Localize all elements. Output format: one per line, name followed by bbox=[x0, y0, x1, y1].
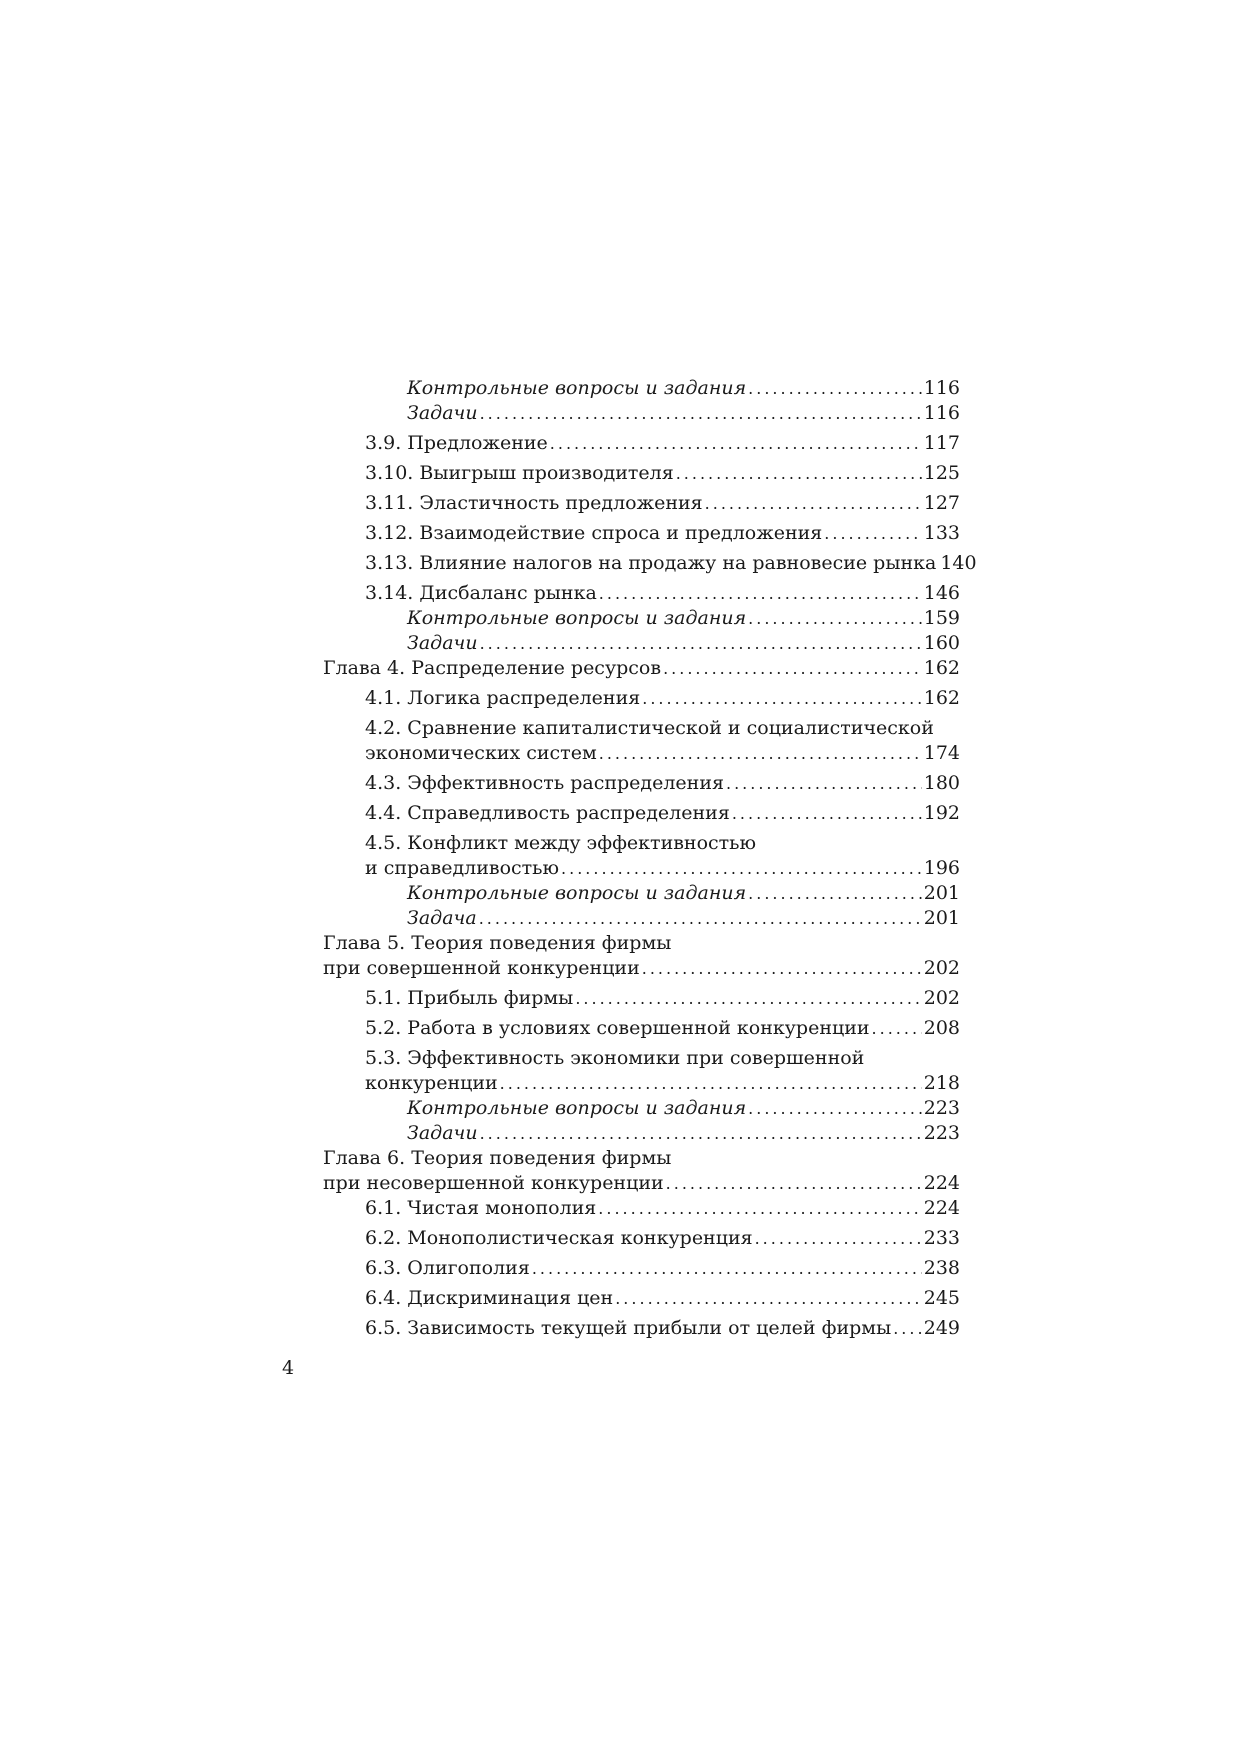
toc-line bbox=[323, 1096, 960, 1121]
toc-page-number: 116 bbox=[923, 377, 960, 399]
toc-exercise-entry bbox=[323, 906, 960, 931]
toc-entry-title: 6.5. Зависимость текущей прибыли от целей фирмы bbox=[365, 1317, 892, 1339]
toc-entry-title: Контрольные вопросы и задания bbox=[407, 377, 747, 399]
toc-leader-dots bbox=[872, 1016, 922, 1041]
toc-page-number: 208 bbox=[923, 1017, 960, 1039]
toc-entry-title: 4.4. Справедливость распределения bbox=[365, 802, 730, 824]
toc-line bbox=[323, 956, 960, 981]
toc-section-entry bbox=[323, 521, 960, 546]
toc-exercise-entry bbox=[323, 376, 960, 401]
toc-section-entry bbox=[323, 1016, 960, 1041]
toc-leader-dots bbox=[732, 801, 922, 826]
toc-line bbox=[323, 551, 977, 576]
toc-entry-title: 5.1. Прибыль фирмы bbox=[365, 987, 574, 1009]
toc-entry-title: и справедливостью bbox=[365, 857, 560, 879]
toc-line bbox=[323, 1256, 960, 1281]
toc-line bbox=[323, 986, 960, 1011]
toc-line bbox=[323, 1196, 960, 1221]
toc-entry-title: Задачи bbox=[407, 402, 478, 424]
toc-entry-title: конкуренции bbox=[365, 1072, 498, 1094]
toc-line bbox=[323, 931, 960, 956]
toc-section-entry bbox=[323, 1316, 960, 1341]
toc-entry-title: 5.3. Эффективность экономики при совершенной bbox=[365, 1047, 865, 1069]
toc-section-entry bbox=[323, 986, 960, 1011]
toc-leader-dots bbox=[666, 1171, 922, 1196]
toc-section-entry bbox=[323, 581, 960, 606]
toc-page-number: 249 bbox=[923, 1317, 960, 1339]
toc-section-entry bbox=[323, 801, 960, 826]
toc-page-number: 174 bbox=[923, 742, 960, 764]
toc-line bbox=[323, 906, 960, 931]
toc-leader-dots bbox=[705, 491, 922, 516]
toc-entry-title: Задачи bbox=[407, 1122, 478, 1144]
toc-chapter-entry bbox=[323, 1146, 960, 1196]
toc-leader-dots bbox=[480, 631, 922, 656]
toc-leader-dots bbox=[748, 606, 922, 631]
toc-page-number: 192 bbox=[923, 802, 960, 824]
toc-line bbox=[323, 1121, 960, 1146]
toc-page-number: 223 bbox=[923, 1097, 960, 1119]
toc-leader-dots bbox=[598, 1196, 921, 1221]
toc-section-entry bbox=[323, 1256, 960, 1281]
toc-section-entry bbox=[323, 771, 960, 796]
toc-leader-dots bbox=[479, 906, 922, 931]
toc-section-entry bbox=[323, 831, 960, 881]
toc-leader-dots bbox=[748, 376, 922, 401]
toc-section-entry bbox=[323, 1046, 960, 1096]
toc-line bbox=[323, 461, 960, 486]
toc-leader-dots bbox=[748, 1096, 922, 1121]
toc-leader-dots bbox=[500, 1071, 922, 1096]
toc-page-number: 117 bbox=[923, 432, 960, 454]
toc-leader-dots bbox=[615, 1286, 922, 1311]
table-of-contents bbox=[323, 376, 977, 1341]
toc-leader-dots bbox=[480, 401, 922, 426]
toc-line bbox=[323, 881, 960, 906]
toc-exercise-entry bbox=[323, 401, 960, 426]
toc-entry-title: Контрольные вопросы и задания bbox=[407, 882, 747, 904]
toc-leader-dots bbox=[893, 1316, 922, 1341]
toc-page-number: 202 bbox=[923, 987, 960, 1009]
toc-line bbox=[323, 716, 960, 741]
toc-entry-title: 4.1. Логика распределения bbox=[365, 687, 641, 709]
toc-entry-title: Глава 6. Теория поведения фирмы bbox=[323, 1147, 672, 1169]
toc-entry-title: при совершенной конкуренции bbox=[323, 957, 640, 979]
toc-line bbox=[323, 376, 960, 401]
toc-page-number: 133 bbox=[923, 522, 960, 544]
toc-line bbox=[323, 1286, 960, 1311]
toc-leader-dots bbox=[575, 986, 921, 1011]
toc-line bbox=[323, 1171, 960, 1196]
toc-page-number: 162 bbox=[923, 687, 960, 709]
toc-line bbox=[323, 1226, 960, 1251]
toc-line bbox=[323, 801, 960, 826]
toc-line bbox=[323, 401, 960, 426]
toc-chapter-entry bbox=[323, 656, 960, 681]
toc-entry-title: 4.3. Эффективность распределения bbox=[365, 772, 724, 794]
toc-entry-title: Глава 4. Распределение ресурсов bbox=[323, 657, 662, 679]
toc-entry-title: 6.4. Дискриминация цен bbox=[365, 1287, 614, 1309]
toc-line bbox=[323, 656, 960, 681]
toc-line bbox=[323, 831, 960, 856]
toc-page-number: 196 bbox=[923, 857, 960, 879]
toc-page-number: 116 bbox=[923, 402, 960, 424]
toc-line bbox=[323, 1146, 960, 1171]
toc-entry-title: 3.12. Взаимодействие спроса и предложения bbox=[365, 522, 823, 544]
toc-line bbox=[323, 1016, 960, 1041]
toc-line bbox=[323, 1316, 960, 1341]
toc-entry-title: 3.11. Эластичность предложения bbox=[365, 492, 703, 514]
toc-page-number: 223 bbox=[923, 1122, 960, 1144]
toc-line bbox=[323, 686, 960, 711]
toc-line bbox=[323, 1046, 960, 1071]
toc-entry-title: 3.10. Выигрыш производителя bbox=[365, 462, 674, 484]
toc-page-number: 162 bbox=[923, 657, 960, 679]
toc-leader-dots bbox=[599, 741, 922, 766]
toc-page-number: 233 bbox=[923, 1227, 960, 1249]
toc-line bbox=[323, 491, 960, 516]
toc-entry-title: 6.3. Олигополия bbox=[365, 1257, 530, 1279]
toc-entry-title: 4.5. Конфликт между эффективностью bbox=[365, 832, 757, 854]
toc-section-entry bbox=[323, 1196, 960, 1221]
toc-line bbox=[323, 741, 960, 766]
toc-entry-title: Задачи bbox=[407, 632, 478, 654]
toc-page-number: 201 bbox=[923, 907, 960, 929]
toc-page-number: 202 bbox=[923, 957, 960, 979]
toc-leader-dots bbox=[748, 881, 922, 906]
toc-page-number: 201 bbox=[923, 882, 960, 904]
toc-exercise-entry bbox=[323, 1121, 960, 1146]
toc-chapter-entry bbox=[323, 931, 960, 981]
toc-entry-title: 3.14. Дисбаланс рынка bbox=[365, 582, 597, 604]
toc-leader-dots bbox=[561, 856, 922, 881]
toc-entry-title: Контрольные вопросы и задания bbox=[407, 607, 747, 629]
page-number: 4 bbox=[282, 1357, 295, 1379]
toc-entry-title: 5.2. Работа в условиях совершенной конкуренции bbox=[365, 1017, 870, 1039]
toc-entry-title: 3.9. Предложение bbox=[365, 432, 548, 454]
toc-section-entry bbox=[323, 461, 960, 486]
toc-line bbox=[323, 631, 960, 656]
toc-section-entry bbox=[323, 716, 960, 766]
toc-entry-title: экономических систем bbox=[365, 742, 597, 764]
toc-entry-title: 3.13. Влияние налогов на продажу на равновесие рынка bbox=[365, 552, 937, 574]
toc-page-number: 238 bbox=[923, 1257, 960, 1279]
toc-entry-title: 6.2. Монополистическая конкуренция bbox=[365, 1227, 753, 1249]
toc-page-number: 180 bbox=[923, 772, 960, 794]
toc-line bbox=[323, 1071, 960, 1096]
toc-entry-title: Контрольные вопросы и задания bbox=[407, 1097, 747, 1119]
toc-page-number: 160 bbox=[923, 632, 960, 654]
toc-exercise-entry bbox=[323, 606, 960, 631]
toc-leader-dots bbox=[480, 1121, 922, 1146]
toc-entry-title: 4.2. Сравнение капиталистической и социалистической bbox=[365, 717, 934, 739]
toc-page-number: 245 bbox=[923, 1287, 960, 1309]
toc-leader-dots bbox=[532, 1256, 922, 1281]
toc-line bbox=[323, 521, 960, 546]
toc-leader-dots bbox=[676, 461, 922, 486]
toc-entry-title: 6.1. Чистая монополия bbox=[365, 1197, 597, 1219]
toc-page-number: 159 bbox=[923, 607, 960, 629]
toc-line bbox=[323, 581, 960, 606]
toc-page-number: 224 bbox=[923, 1172, 960, 1194]
toc-entry-title: Глава 5. Теория поведения фирмы bbox=[323, 932, 672, 954]
toc-entry-title: Задача bbox=[407, 907, 477, 929]
toc-page-number: 127 bbox=[923, 492, 960, 514]
toc-line bbox=[323, 606, 960, 631]
toc-line bbox=[323, 771, 960, 796]
toc-entry-title: при несовершенной конкуренции bbox=[323, 1172, 664, 1194]
toc-leader-dots bbox=[642, 686, 922, 711]
toc-section-entry bbox=[323, 1226, 960, 1251]
toc-leader-dots bbox=[550, 431, 922, 456]
toc-leader-dots bbox=[824, 521, 921, 546]
toc-leader-dots bbox=[642, 956, 922, 981]
toc-section-entry bbox=[323, 491, 960, 516]
toc-page-number: 146 bbox=[923, 582, 960, 604]
toc-page-number: 125 bbox=[923, 462, 960, 484]
toc-leader-dots bbox=[726, 771, 922, 796]
toc-exercise-entry bbox=[323, 631, 960, 656]
toc-leader-dots bbox=[663, 656, 922, 681]
toc-page-number: 218 bbox=[923, 1072, 960, 1094]
toc-exercise-entry bbox=[323, 881, 960, 906]
toc-page-number: 140 bbox=[940, 552, 977, 574]
toc-page-number: 224 bbox=[923, 1197, 960, 1219]
toc-section-entry bbox=[323, 1286, 960, 1311]
toc-leader-dots bbox=[599, 581, 922, 606]
toc-section-entry bbox=[323, 686, 960, 711]
toc-line bbox=[323, 431, 960, 456]
toc-exercise-entry bbox=[323, 1096, 960, 1121]
toc-leader-dots bbox=[755, 1226, 922, 1251]
toc-section-entry bbox=[323, 431, 960, 456]
toc-line bbox=[323, 856, 960, 881]
toc-section-entry bbox=[323, 551, 977, 576]
